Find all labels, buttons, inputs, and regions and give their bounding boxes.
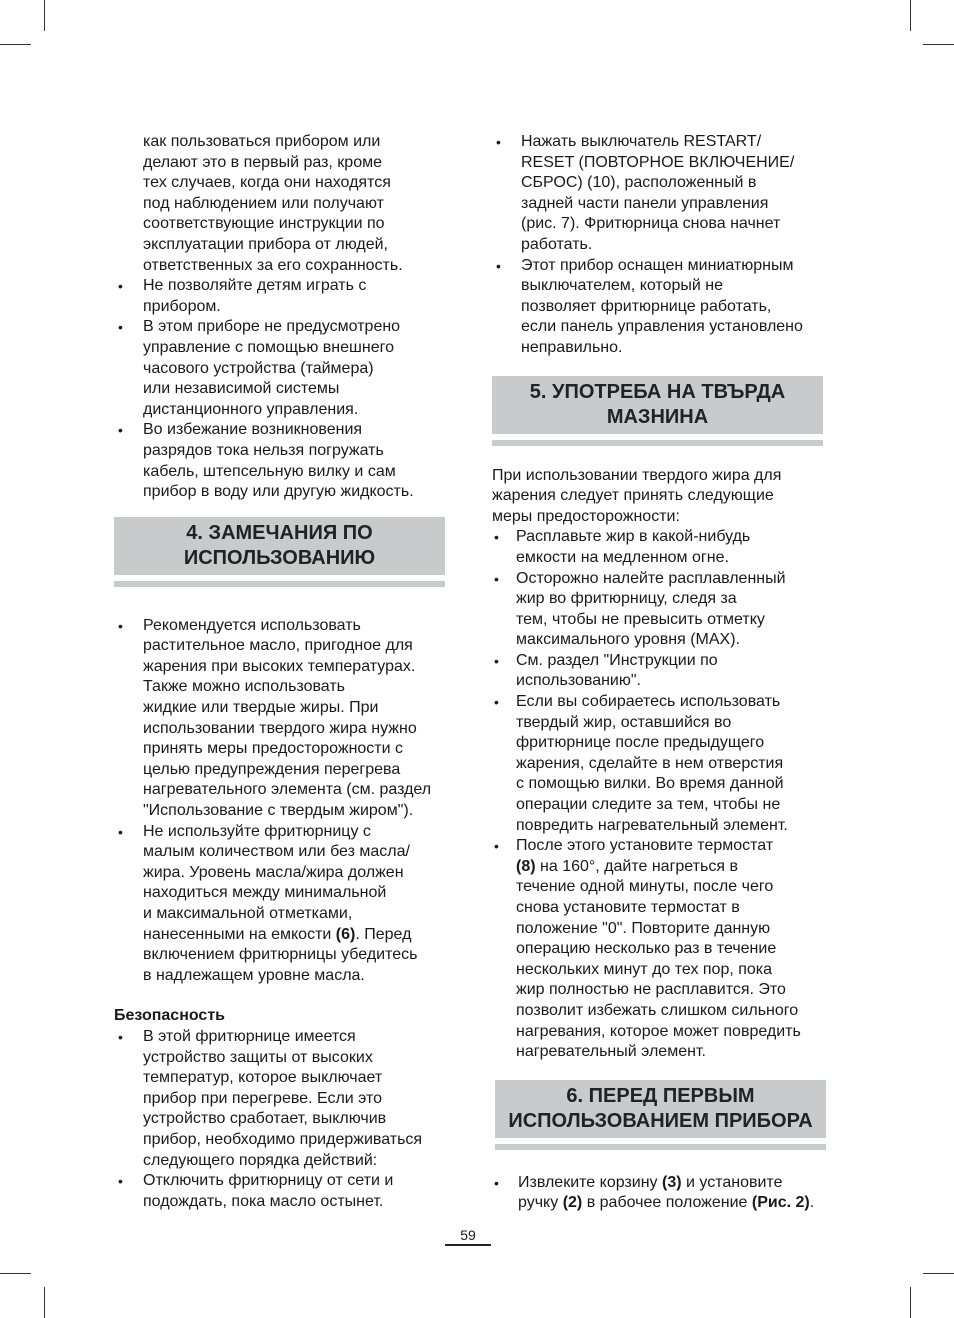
list-item: • Во избежание возникновения разрядов тока нельзя погружать кабель, штепсельную вилку и сам прибор в воду или другую жидкость. — [118, 421, 414, 501]
bullet-icon: • — [494, 838, 499, 855]
section-heading-6: 6. ПЕРЕД ПЕРВЫМ ИСПОЛЬЗОВАНИЕМ ПРИБОРА — [495, 1080, 826, 1144]
crop-mark — [923, 1273, 954, 1274]
bullet-icon: • — [494, 570, 499, 587]
list-item: • Нажать выключатель RESTART/ RESET (ПОВТОРНОЕ ВКЛЮЧЕНИЕ/ СБРОС) (10), расположенный в задней части панели управления (рис. 7). Фритюрница снова начнет работать. — [496, 133, 795, 253]
section-heading-5: 5. УПОТРЕБА НА ТВЪРДА МАЗНИНА — [492, 376, 823, 440]
bullet-icon: • — [118, 617, 123, 634]
crop-mark — [910, 1287, 911, 1318]
right-column — [492, 132, 837, 1214]
left-column — [114, 132, 454, 1212]
list-item: • См. раздел "Инструкции по использованию". — [494, 651, 718, 690]
list-item: • Этот прибор оснащен миниатюрным выключателем, который не позволяет фритюрнице работать, если панель управления установлено неправильно. — [496, 256, 803, 356]
bullet-icon: • — [118, 422, 123, 439]
crop-mark — [0, 44, 31, 45]
bullet-icon: • — [496, 257, 501, 274]
list-item: • В этой фритюрнице имеется устройство защиты от высоких температур, которое выключает прибор при перегреве. Если это устройство сработает, выключив прибор, необходимо придерживаться следующего порядка действий: — [118, 1027, 423, 1169]
crop-mark — [910, 0, 911, 31]
list-item: • В этом приборе не предусмотрено управление с помощью внешнего часового устройства (таймера) или независимой системы дистанционного управления. — [118, 318, 401, 418]
intro-paragraph: При использовании твердого жира для жарения следует принять следующие меры предосторожности: — [492, 466, 782, 525]
crop-mark — [0, 1273, 31, 1274]
bullet-icon: • — [118, 319, 123, 336]
list-item: • Отключить фритюрницу от сети и подождать, пока масло остынет. — [118, 1172, 394, 1210]
section-heading-4: 4. ЗАМЕЧАНИЯ ПО ИСПОЛЬЗОВАНИЮ — [114, 517, 445, 581]
bullet-icon: • — [496, 134, 501, 150]
safety-title: Безопасность — [114, 1007, 225, 1025]
bullet-icon: • — [494, 652, 499, 669]
list-item: • Рекомендуется использовать растительное масло, пригодное для жарения при высоких температурах. Также можно использовать жидкие или твердые жиры. При использовании твердого жира нужно принять меры предосторожности с целью предупреждения перегрева нагревательного элемента (см. раздел "Использование с твердым жиром"). — [118, 616, 432, 820]
list-item: • Осторожно налейте расплавленный жир во фритюрницу, следя за тем, чтобы не превысить отметку максимального уровня (MAX). — [494, 569, 786, 649]
list-item: • Расплавьте жир в какой-нибудь емкости на медленном огне. — [494, 528, 751, 566]
page-number: 59 — [445, 1227, 491, 1246]
intro-paragraph: как пользоваться прибором или делают это в первый раз, кроме тех случаев, когда они находятся под наблюдением или получают соответствующие инструкции по эксплуатации прибора от людей, ответственных за его сохранность. — [143, 133, 403, 274]
bullet-icon: • — [494, 529, 499, 546]
bullet-icon: • — [118, 1173, 123, 1190]
crop-mark — [923, 44, 954, 45]
list-item: • Не используйте фритюрницу с малым количеством или без масла/ жира. Уровень масла/жира должен находиться между минимальной и максимальной отметками, нанесенными на емкости (6). Перед включением фритюрницы убедитесь в надлежащем уровне масла. — [118, 822, 418, 984]
list-item: • После этого установите термостат (8) на 160°, дайте нагреться в течение одной минуты, после чего снова установите термостат в положение "0". Повторите данную операцию несколько раз в течение нескольких минут до тех пор, пока жир полностью не расплавится. Это позволит избежать слишком сильного нагревания, которое может повредить нагревательный элемент. — [494, 837, 801, 1061]
bullet-icon: • — [118, 278, 123, 295]
crop-mark — [44, 1287, 45, 1318]
bullet-icon: • — [118, 823, 123, 840]
crop-mark — [44, 0, 45, 31]
list-item: • Не позволяйте детям играть с прибором. — [118, 277, 367, 315]
list-item: • Извлеките корзину (3) и установите ручку (2) в рабочее положение (Рис. 2). — [494, 1173, 815, 1212]
list-item: • Если вы собираетесь использовать твердый жир, оставшийся во фритюрнице после предыдущего жарения, сделайте в нем отверстия с помощью вилки. Во время данной операции следите за тем, чтобы не повредить нагревательный элемент. — [494, 693, 788, 834]
bullet-icon: • — [494, 694, 499, 711]
bullet-icon: • — [118, 1028, 123, 1045]
bullet-icon: • — [494, 1174, 499, 1191]
